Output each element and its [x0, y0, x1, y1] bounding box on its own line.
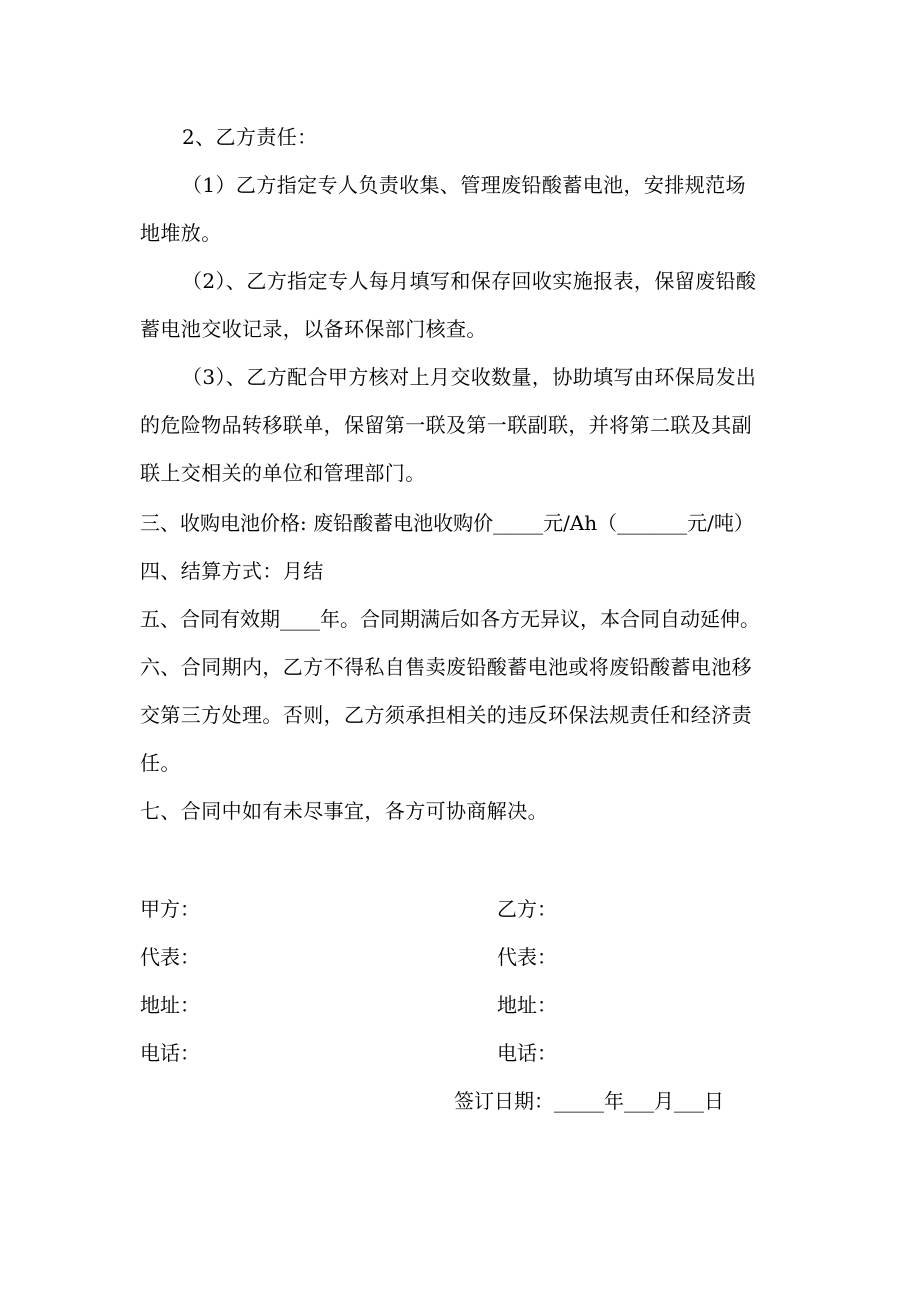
duty-item-2-line-1: （2）、乙方指定专人每月填写和保存回收实施报表，保留废铅酸	[182, 269, 757, 293]
party-b-address-label: 地址：	[497, 993, 557, 1017]
duty-item-2-line-2: 蓄电池交收记录，以备环保部门核查。	[140, 317, 487, 341]
party-a-address-label: 地址：	[140, 993, 200, 1017]
duty-item-3-line-1: （3）、乙方配合甲方核对上月交收数量，协助填写由环保局发出	[182, 365, 757, 389]
clause-no-private-sale-line-2: 交第三方处理。否则，乙方须承担相关的违反环保法规责任和经济责	[140, 703, 752, 727]
party-b-representative-label: 代表：	[497, 945, 557, 969]
clause-settlement-method: 四、结算方式：月结	[140, 559, 324, 583]
signing-date-line: 签订日期：_____年___月___日	[454, 1089, 724, 1113]
party-a-representative-label: 代表：	[140, 945, 200, 969]
duty-item-1-line-1: （1）乙方指定专人负责收集、管理废铅酸蓄电池，安排规范场	[182, 173, 746, 197]
clause-purchase-price: 三、收购电池价格: 废铅酸蓄电池收购价_____元/Ah（_______元/吨）	[140, 511, 754, 535]
duty-item-3-line-2: 的危险物品转移联单，保留第一联及第一联副联，并将第二联及其副	[140, 413, 752, 437]
clause-contract-term: 五、合同有效期____年。合同期满后如各方无异议，本合同自动延伸。	[140, 607, 760, 631]
clause-no-private-sale-line-1: 六、合同期内，乙方不得私自售卖废铅酸蓄电池或将废铅酸蓄电池移	[140, 655, 752, 679]
clause-no-private-sale-line-3: 任。	[140, 751, 181, 775]
clause-unresolved-matters: 七、合同中如有未尽事宜，各方可协商解决。	[140, 799, 548, 823]
section-heading-party-b-duties: 2、乙方责任：	[182, 125, 318, 149]
duty-item-3-line-3: 联上交相关的单位和管理部门。	[140, 461, 426, 485]
party-a-phone-label: 电话：	[140, 1041, 200, 1065]
duty-item-1-line-2: 地堆放。	[140, 221, 222, 245]
party-b-phone-label: 电话：	[497, 1041, 557, 1065]
party-b-label: 乙方：	[497, 897, 557, 921]
party-a-label: 甲方：	[140, 897, 200, 921]
